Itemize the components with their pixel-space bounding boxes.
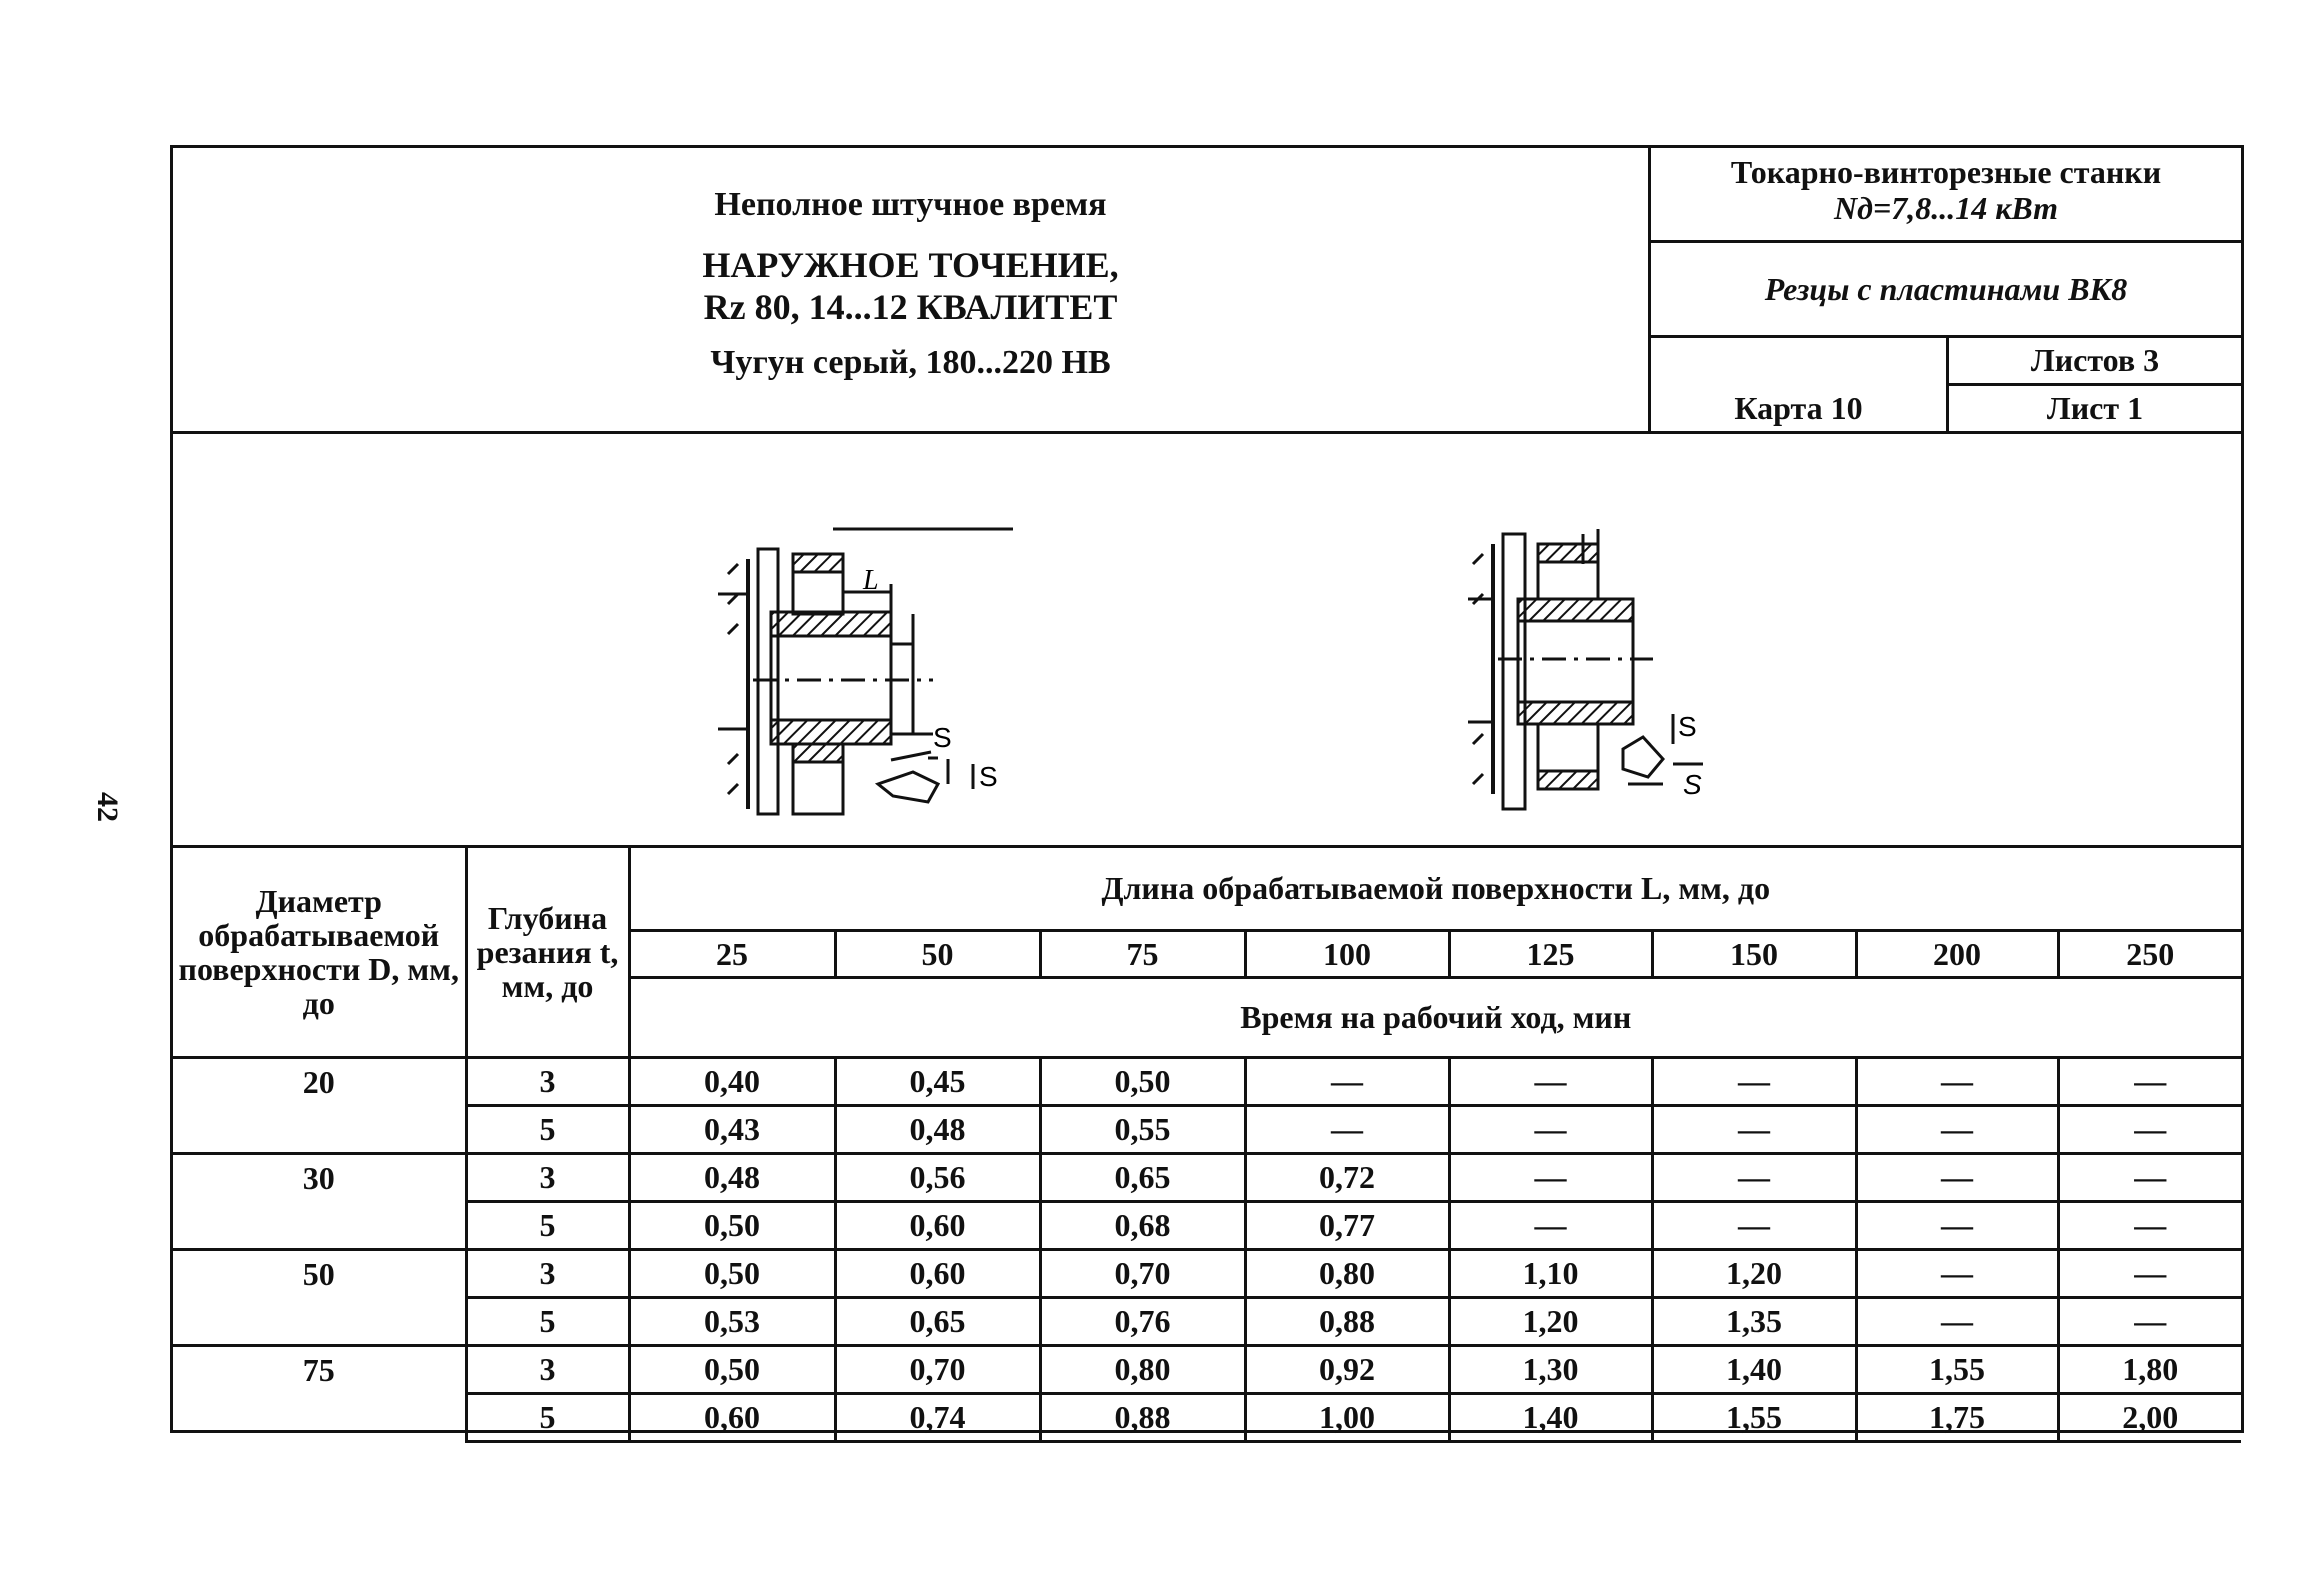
time-value-cell: — <box>1449 1105 1652 1153</box>
col-depth-header: Глубина резания t, мм, до <box>466 848 629 1057</box>
time-value-cell: — <box>1856 1153 2058 1201</box>
time-value-cell: 0,77 <box>1245 1201 1449 1249</box>
diameter-cell <box>173 1105 466 1153</box>
time-value-cell: 1,40 <box>1449 1393 1652 1441</box>
sketch-right <box>1468 529 1703 809</box>
time-value-cell: 0,48 <box>629 1153 835 1201</box>
time-value-cell: 0,80 <box>1040 1345 1245 1393</box>
time-value-cell: 0,50 <box>629 1201 835 1249</box>
table-row <box>173 1105 2241 1153</box>
card-frame <box>170 145 2244 1433</box>
time-value-cell: — <box>2058 1105 2241 1153</box>
table-row <box>173 1057 2241 1105</box>
table-row <box>173 1249 2241 1297</box>
time-value-cell: 1,35 <box>1652 1297 1856 1345</box>
time-value-cell: 0,56 <box>835 1153 1040 1201</box>
time-value-cell: 0,50 <box>629 1345 835 1393</box>
length-value: 25 <box>629 930 835 977</box>
time-value-cell: 0,50 <box>629 1249 835 1297</box>
diameter-cell: 75 <box>173 1345 466 1393</box>
time-value-cell: 0,60 <box>629 1393 835 1441</box>
time-value-cell: — <box>2058 1201 2241 1249</box>
length-value: 50 <box>835 930 1040 977</box>
time-value-cell: 0,60 <box>835 1249 1040 1297</box>
title-line1: Неполное штучное время <box>714 186 1107 223</box>
title-operation-b: Rz 80, 14...12 КВАЛИТЕТ <box>703 287 1118 327</box>
diameter-cell <box>173 1297 466 1345</box>
depth-cell: 5 <box>466 1297 629 1345</box>
time-value-cell: 0,60 <box>835 1201 1040 1249</box>
col-diameter-header: Диаметр обрабатываемой поверхности D, мм, до <box>173 848 466 1057</box>
time-value-cell: 0,88 <box>1245 1297 1449 1345</box>
time-value-cell: 1,10 <box>1449 1249 1652 1297</box>
time-value-cell: — <box>1652 1153 1856 1201</box>
time-value-cell: 0,92 <box>1245 1345 1449 1393</box>
time-value-cell: 1,55 <box>1856 1345 2058 1393</box>
label-s-right-2: S <box>1683 769 1702 800</box>
title-operation-a: НАРУЖНОЕ ТОЧЕНИЕ, <box>702 245 1119 285</box>
length-header: Длина обрабатываемой поверхности L, мм, до <box>629 848 2241 930</box>
table-row <box>173 1393 2241 1441</box>
card-number-cell <box>1651 338 1949 431</box>
depth-cell: 3 <box>466 1153 629 1201</box>
table-row <box>173 1201 2241 1249</box>
time-value-cell: 0,72 <box>1245 1153 1449 1201</box>
time-value-cell: 0,70 <box>835 1345 1040 1393</box>
time-value-cell: 0,80 <box>1245 1249 1449 1297</box>
length-value: 75 <box>1040 930 1245 977</box>
page-number: 42 <box>91 792 124 822</box>
time-value-cell: — <box>1449 1153 1652 1201</box>
time-value-cell: 0,53 <box>629 1297 835 1345</box>
length-value: 100 <box>1245 930 1449 977</box>
label-s-left-1: S <box>933 722 952 753</box>
card-info-block <box>1651 148 2241 434</box>
tools-cell: Резцы с пластинами ВК8 <box>1651 243 2241 338</box>
time-value-cell: 0,70 <box>1040 1249 1245 1297</box>
time-value-cell: — <box>1856 1297 2058 1345</box>
time-value-cell: 2,00 <box>2058 1393 2241 1441</box>
time-value-cell: — <box>2058 1249 2241 1297</box>
machine-name: Токарно-винторезные станки <box>1730 154 2162 190</box>
time-value-cell: 0,45 <box>835 1057 1040 1105</box>
depth-cell: 3 <box>466 1249 629 1297</box>
depth-cell: 5 <box>466 1201 629 1249</box>
card-title-block <box>173 148 1651 434</box>
length-value: 250 <box>2058 930 2241 977</box>
time-value-cell: 1,80 <box>2058 1345 2241 1393</box>
table-row <box>173 1153 2241 1201</box>
depth-cell: 5 <box>466 1393 629 1441</box>
time-value-cell: 1,20 <box>1652 1249 1856 1297</box>
machining-sketches <box>173 434 2241 848</box>
time-norms-table <box>173 848 2241 1443</box>
diameter-cell <box>173 1393 466 1441</box>
depth-cell: 3 <box>466 1057 629 1105</box>
label-s-right-1: S <box>1678 711 1697 742</box>
time-value-cell: — <box>1856 1057 2058 1105</box>
time-value-cell: — <box>1856 1105 2058 1153</box>
time-value-cell: — <box>1245 1057 1449 1105</box>
machine-power: Nд=7,8...14 кВт <box>1833 190 2059 226</box>
time-value-cell: 1,00 <box>1245 1393 1449 1441</box>
time-value-cell: — <box>1652 1201 1856 1249</box>
time-value-cell: 0,65 <box>1040 1153 1245 1201</box>
time-value-cell: — <box>1449 1201 1652 1249</box>
sheet-number: Лист 1 <box>2046 390 2144 426</box>
time-header: Время на рабочий ход, мин <box>629 977 2241 1057</box>
card-number: Карта 10 <box>1734 390 1863 426</box>
time-value-cell: 1,55 <box>1652 1393 1856 1441</box>
diameter-cell: 50 <box>173 1249 466 1297</box>
table-row <box>173 1297 2241 1345</box>
time-value-cell: 0,68 <box>1040 1201 1245 1249</box>
time-value-cell: — <box>2058 1297 2241 1345</box>
time-value-cell: — <box>1652 1057 1856 1105</box>
time-value-cell: 0,48 <box>835 1105 1040 1153</box>
time-value-cell: 1,40 <box>1652 1345 1856 1393</box>
time-value-cell: 0,88 <box>1040 1393 1245 1441</box>
time-value-cell: — <box>1449 1057 1652 1105</box>
depth-cell: 3 <box>466 1345 629 1393</box>
time-value-cell: 0,55 <box>1040 1105 1245 1153</box>
length-value: 200 <box>1856 930 2058 977</box>
diameter-cell: 20 <box>173 1057 466 1105</box>
time-value-cell: — <box>1652 1105 1856 1153</box>
label-L: L <box>863 565 879 596</box>
table-row <box>173 1345 2241 1393</box>
length-value: 125 <box>1449 930 1652 977</box>
sketch-drawing <box>173 434 2241 845</box>
sheets-total: Листов 3 <box>1949 338 2241 386</box>
time-value-cell: 1,75 <box>1856 1393 2058 1441</box>
time-value-cell: 0,40 <box>629 1057 835 1105</box>
time-value-cell: — <box>1856 1201 2058 1249</box>
time-value-cell: 0,50 <box>1040 1057 1245 1105</box>
time-value-cell: 0,43 <box>629 1105 835 1153</box>
depth-cell: 5 <box>466 1105 629 1153</box>
time-value-cell: — <box>2058 1153 2241 1201</box>
time-value-cell: — <box>2058 1057 2241 1105</box>
time-value-cell: 0,76 <box>1040 1297 1245 1345</box>
time-value-cell: — <box>1856 1249 2058 1297</box>
time-value-cell: 1,20 <box>1449 1297 1652 1345</box>
time-value-cell: 0,74 <box>835 1393 1040 1441</box>
title-operation <box>173 244 1648 328</box>
diameter-cell: 30 <box>173 1153 466 1201</box>
time-value-cell: 1,30 <box>1449 1345 1652 1393</box>
machine-cell <box>1651 148 2241 243</box>
time-value-cell: 0,65 <box>835 1297 1040 1345</box>
time-value-cell: — <box>1245 1105 1449 1153</box>
title-material: Чугун серый, 180...220 НВ <box>710 344 1111 381</box>
label-s-left-2: S <box>979 761 998 792</box>
length-value: 150 <box>1652 930 1856 977</box>
diameter-cell <box>173 1201 466 1249</box>
